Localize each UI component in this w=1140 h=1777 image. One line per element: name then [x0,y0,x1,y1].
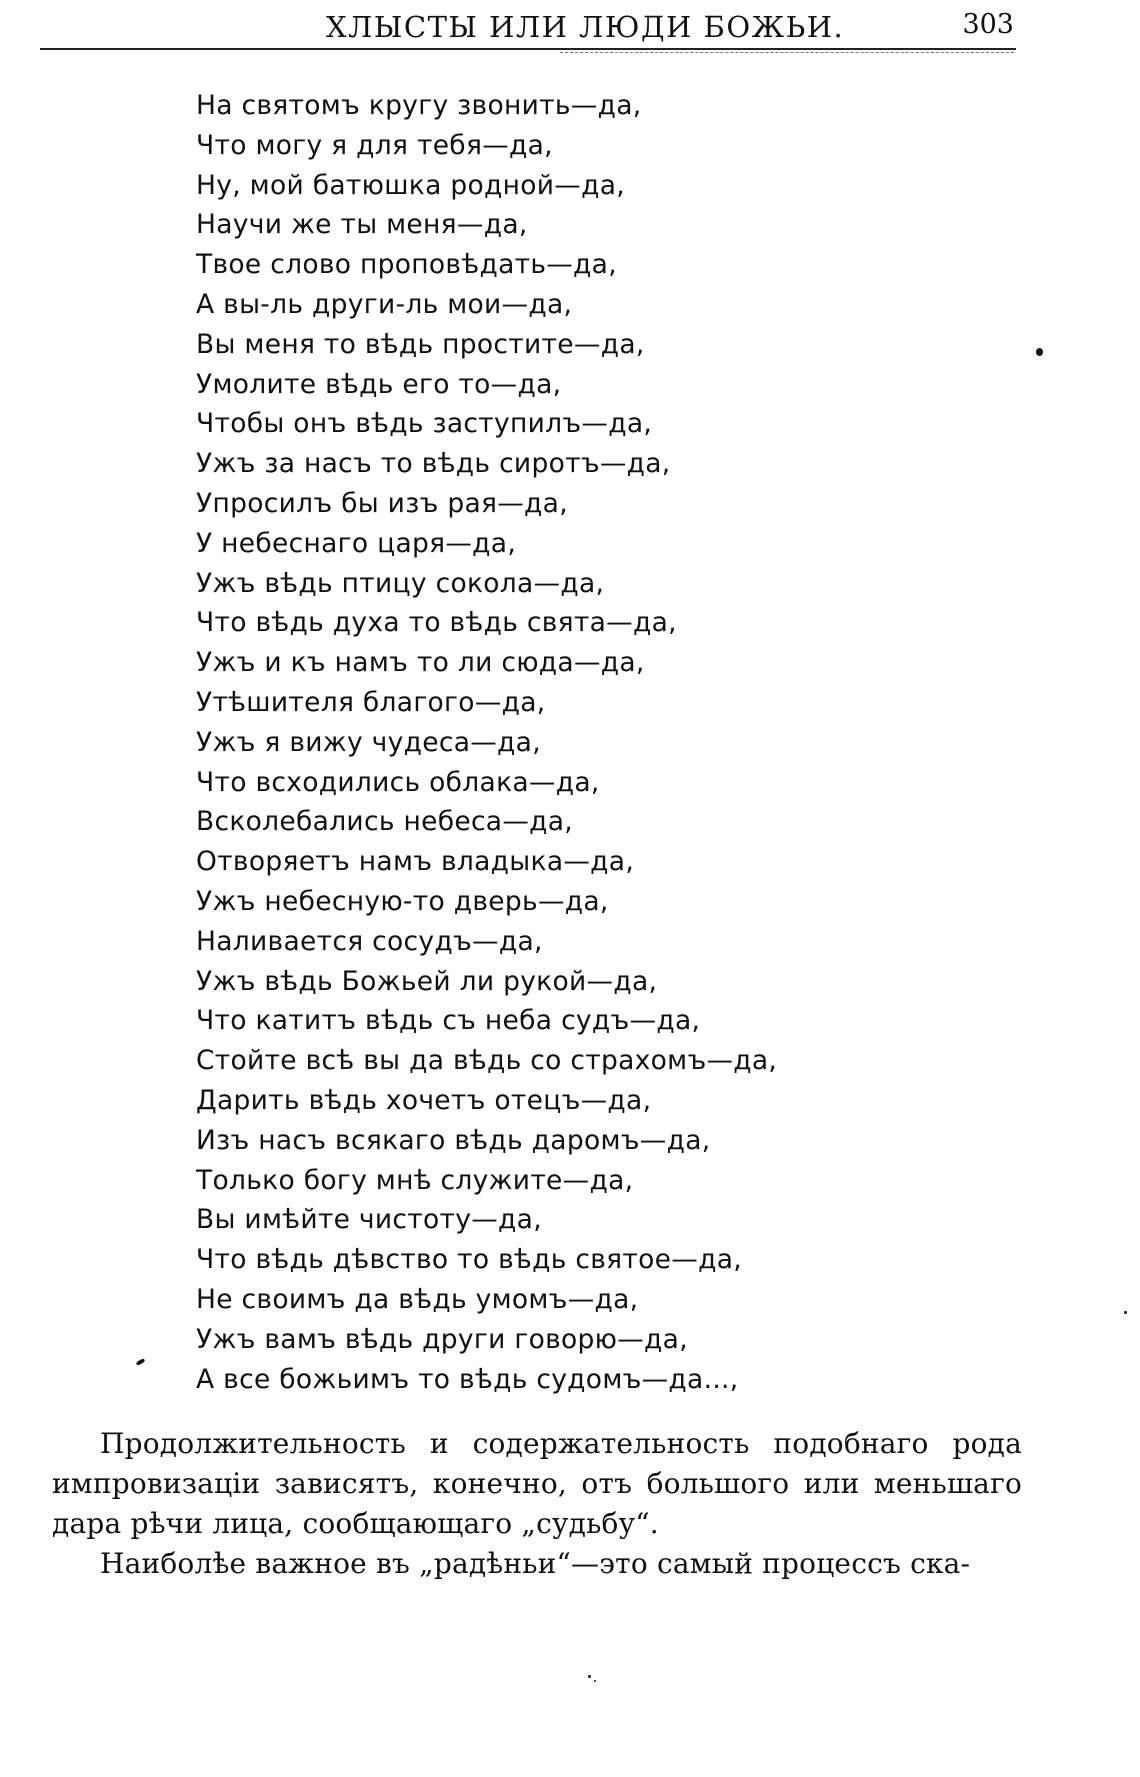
verse-line: Что вѣдь духа то вѣдь свята—да, [196,607,677,639]
verse-line: Что всходились облака—да, [196,766,600,798]
verse-line: Что катитъ вѣдь съ неба судъ—да, [196,1005,701,1037]
verse-line: Умолите вѣдь его то—да, [196,368,562,400]
verse-line: А все божьимъ то вѣдь судомъ—да..., [196,1363,739,1395]
verse-line: У небеснаго царя—да, [196,527,517,559]
header-rule [40,48,1016,50]
verse-line: Ужъ небесную-то дверь—да, [196,885,609,917]
ink-speck [594,1680,596,1682]
verse-line: Наливается сосудъ—да, [196,925,543,957]
verse-line: Не своимъ да вѣдь умомъ—да, [196,1283,639,1315]
verse-line: Ужъ вамъ вѣдь други говорю—да, [196,1323,688,1355]
paragraph: Продолжительность и содержательность подобнаго рода импровизаціи зависятъ, конечно, отъ большого или меньшаго дара рѣчи лица, сообщающаго „судьбу“. [52,1427,1022,1540]
verse-line: Ну, мой батюшка родной—да, [196,169,625,201]
verse-line: Утѣшителя благого—да, [196,686,546,718]
ink-speck [1036,348,1043,356]
ink-speck [588,1675,591,1678]
verse-line: Ужъ вѣдь птицу сокола—да, [196,567,605,599]
verse-line: Твое слово проповѣдать—да, [196,249,617,281]
verse-line: На святомъ кругу звонить—да, [196,90,642,121]
verse-line: Только богу мнѣ служите—да, [196,1164,634,1196]
verse-line: Что могу я для тебя—да, [196,129,553,161]
verse-line: Научи же ты меня—да, [196,209,528,241]
page-number: 303 [962,9,1014,40]
verse-line: Вы меня то вѣдь простите—да, [196,328,645,360]
verse-line: Упросилъ бы изъ рая—да, [196,487,568,519]
paragraph: Наиболѣе важное въ „радѣньи“—это самый процессъ ска- [100,1547,971,1580]
verse-line: Ужъ вѣдь Божьей ли рукой—да, [196,965,658,997]
running-title: ХЛЫСТЫ ИЛИ ЛЮДИ БОЖЬИ. [326,10,845,44]
verse-line: Ужъ я вижу чудеса—да, [196,726,541,758]
verse-line: Отворяетъ намъ владыка—да, [196,846,635,878]
verse-line: Вы имѣйте чистоту—да, [196,1204,542,1236]
verse-line: Всколебались небеса—да, [196,806,574,838]
verse-line: Дарить вѣдь хочетъ отецъ—да, [196,1084,652,1116]
header-rule-dashed [560,52,1014,53]
ink-speck [1124,1311,1127,1314]
running-header [44,8,1054,46]
verse-block [196,86,777,1399]
verse-line: Чтобы онъ вѣдь заступилъ—да, [196,408,653,440]
prose-block [52,1424,1022,1584]
verse-line: Ужъ за насъ то вѣдь сиротъ—да, [196,448,671,480]
verse-line: Изъ насъ всякаго вѣдь даромъ—да, [196,1124,711,1156]
verse-line: Стойте всѣ вы да вѣдь со страхомъ—да, [196,1045,778,1077]
ink-speck [136,1358,146,1366]
verse-line: Что вѣдь дѣвство то вѣдь святое—да, [196,1244,742,1276]
verse-line: Ужъ и къ намъ то ли сюда—да, [196,647,645,679]
verse-line: А вы-ль други-ль мои—да, [196,288,573,320]
